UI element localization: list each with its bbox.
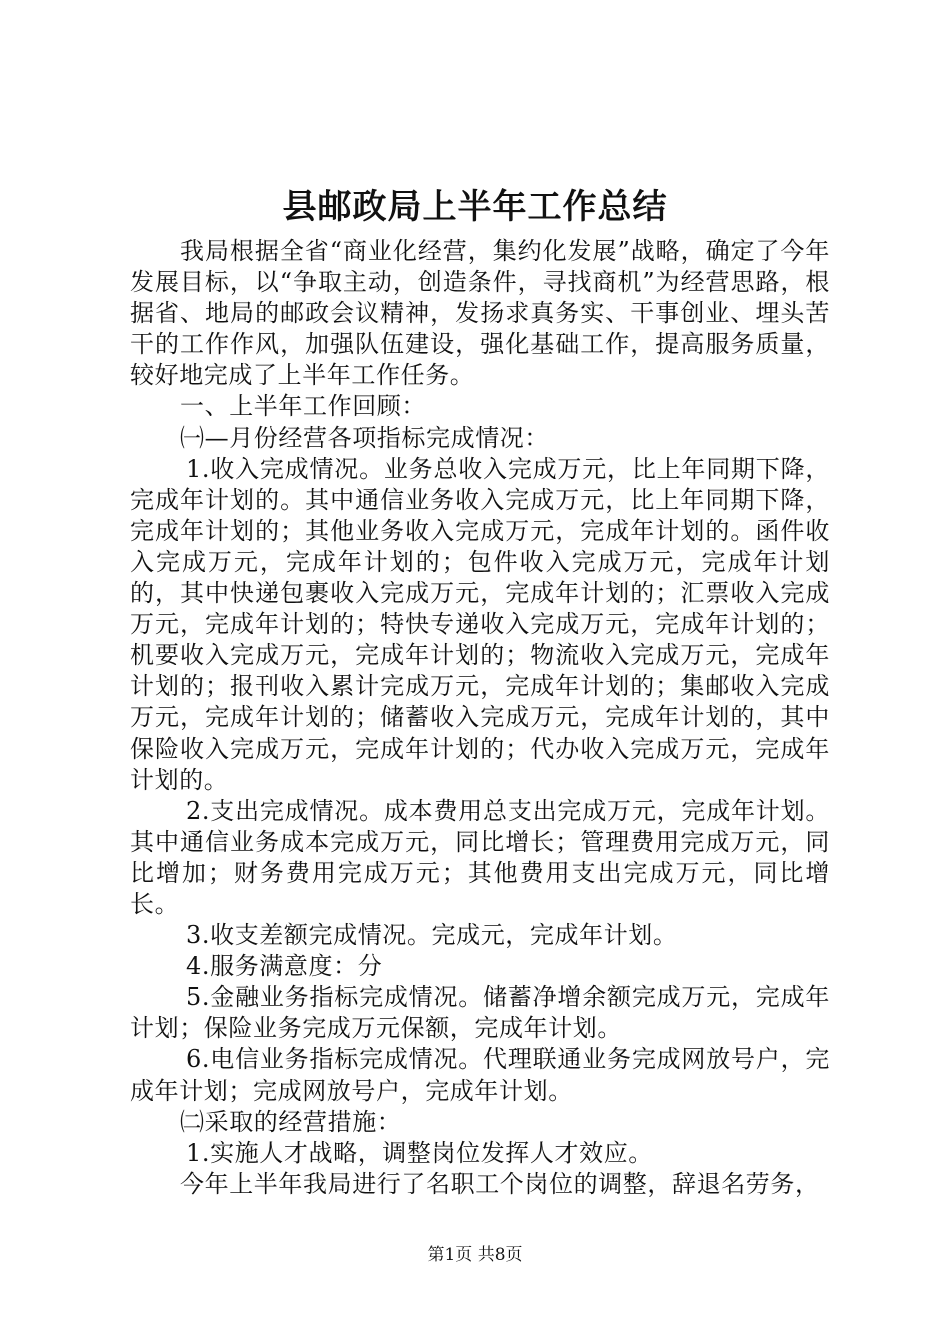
measure-talent-strategy: 1.实施人才战略，调整岗位发挥人才效应。 [186, 1138, 653, 1167]
page-number-footer: 第1页 共8页 [427, 1245, 523, 1265]
intro-paragraph: 我局根据全省“商业化经营，集约化发展”战略，确定了今年发展目标，以“争取主动，创造条件，寻找商机”为经营思路，根据省、地局的邮政会议精神，发扬求真务实、干事创业、埋头苦干的工作作风，加强队伍建设，强化基础工作，提高服务质量，较好地完成了上半年工作任务。 [130, 237, 830, 390]
subsection-heading-indicators: ㈠—月份经营各项指标完成情况： [180, 423, 549, 452]
item-balance: 3.收支差额完成情况。完成元，完成年计划。 [186, 921, 678, 950]
item-finance: 5.金融业务指标完成情况。储蓄净增余额完成万元，完成年计划；保险业务完成万元保额，完成年计划。 [130, 983, 830, 1043]
document-body [130, 236, 830, 1200]
section-heading-review: 一、上半年工作回顾： [180, 392, 426, 421]
subsection-heading-measures: ㈡采取的经营措施： [180, 1107, 402, 1136]
measure-detail-paragraph: 今年上半年我局进行了名职工个岗位的调整，辞退名劳务， [180, 1169, 820, 1198]
item-income: 1.收入完成情况。业务总收入完成万元，比上年同期下降，完成年计划的。其中通信业务收入完成万元，比上年同期下降，完成年计划的；其他业务收入完成万元，完成年计划的。函件收入完成万元，完成年计划的；包件收入完成万元，完成年计划的，其中快递包裹收入完成万元，完成年计划的；汇票收入完成万元，完成年计划的；特快专递收入完成万元，完成年计划的；机要收入完成万元，完成年计划的；物流收入完成万元，完成年计划的；报刊收入累计完成万元，完成年计划的；集邮收入完成万元，完成年计划的；储蓄收入完成万元，完成年计划的，其中保险收入完成万元，完成年计划的；代办收入完成万元，完成年计划的。 [130, 454, 830, 794]
item-telecom: 6.电信业务指标完成情况。代理联通业务完成网放号户，完成年计划；完成网放号户，完成年计划。 [130, 1045, 830, 1105]
document-title: 县邮政局上半年工作总结 [282, 187, 668, 227]
item-satisfaction: 4.服务满意度：分 [186, 952, 383, 981]
item-expenditure: 2.支出完成情况。成本费用总支出完成万元，完成年计划。其中通信业务成本完成万元，同比增长；管理费用完成万元，同比增加；财务费用完成万元；其他费用支出完成万元，同比增长。 [130, 796, 830, 918]
